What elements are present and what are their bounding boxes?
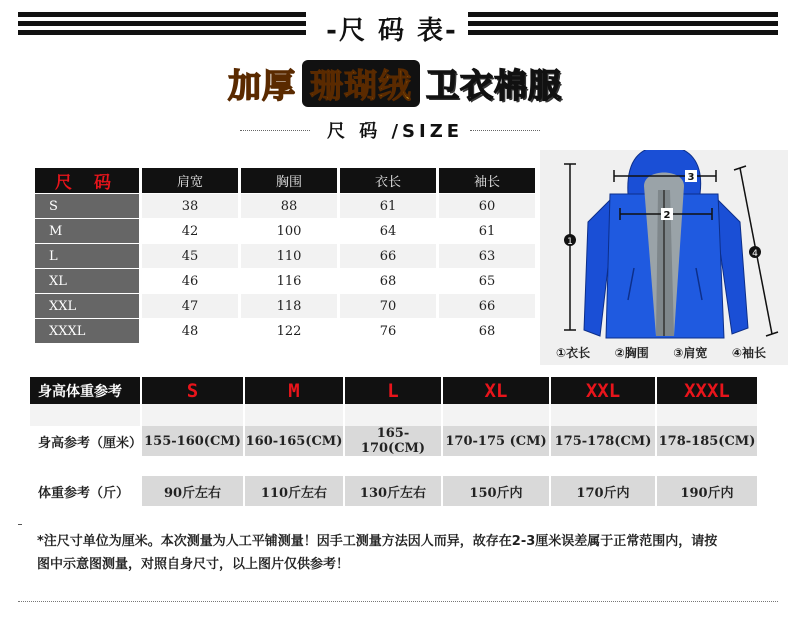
shoulder-col-header: 肩宽 (142, 168, 238, 193)
size-label: XXL (35, 294, 139, 318)
weight-value: 190斤内 (657, 476, 757, 506)
ref-header-label: 身高体重参考 (30, 377, 140, 404)
sleeve-value: 61 (439, 219, 535, 243)
diagram-legend (556, 344, 766, 361)
chest-value: 122 (241, 319, 337, 343)
header-stripes-right (468, 12, 778, 40)
table-row (35, 294, 535, 318)
height-label: 身高参考（厘米） (30, 426, 140, 456)
length-value: 76 (340, 319, 436, 343)
size-label: XL (35, 269, 139, 293)
height-row (30, 426, 757, 456)
product-title-part3: 卫衣棉服 (426, 66, 562, 105)
ref-size-s: S (142, 377, 243, 404)
marker-4-label: 4 (752, 249, 758, 259)
ref-size-m: M (245, 377, 343, 404)
ref-size-xl: XL (443, 377, 549, 404)
chest-value: 100 (241, 219, 337, 243)
weight-value: 110斤左右 (245, 476, 343, 506)
table-row (35, 194, 535, 218)
height-value: 160-165(CM) (245, 426, 343, 456)
height-value: 165-170(CM) (345, 426, 441, 456)
ref-spacer-row (30, 404, 757, 426)
length-col-header: 衣长 (340, 168, 436, 193)
height-value: 175-178(CM) (551, 426, 655, 456)
sleeve-value: 68 (439, 319, 535, 343)
size-col-header: 尺 码 (35, 168, 139, 193)
sleeve-value: 66 (439, 294, 535, 318)
table-row (35, 319, 535, 343)
chest-value: 88 (241, 194, 337, 218)
length-value: 61 (340, 194, 436, 218)
length-value: 70 (340, 294, 436, 318)
shoulder-value: 46 (142, 269, 238, 293)
legend-sleeve: ④袖长 (731, 346, 766, 360)
legend-length: ①衣长 (556, 346, 591, 360)
ref-size-xxxl: XXXL (657, 377, 757, 404)
bottom-dotted-divider (18, 601, 778, 602)
chest-value: 118 (241, 294, 337, 318)
measurement-note (37, 530, 777, 576)
header-stripes-left (18, 12, 306, 40)
chest-col-header: 胸围 (241, 168, 337, 193)
table-row (35, 244, 535, 268)
product-title-part2: 珊瑚绒 (302, 60, 420, 107)
ref-gap-row (30, 456, 757, 476)
sleeve-col-header: 袖长 (439, 168, 535, 193)
shoulder-value: 48 (142, 319, 238, 343)
table-row (35, 269, 535, 293)
weight-label: 体重参考（斤） (30, 476, 140, 506)
ref-size-xxl: XXL (551, 377, 655, 404)
page-title: -尺 码 表- (326, 16, 458, 46)
divider-tick (18, 524, 22, 525)
legend-shoulder: ③肩宽 (673, 346, 708, 360)
shoulder-value: 42 (142, 219, 238, 243)
table-row (35, 219, 535, 243)
size-label: L (35, 244, 139, 268)
weight-row (30, 476, 757, 506)
product-title-part1: 加厚 (228, 66, 296, 105)
weight-value: 150斤内 (443, 476, 549, 506)
shoulder-value: 47 (142, 294, 238, 318)
marker-2-label: 2 (663, 210, 671, 221)
jacket-diagram (540, 150, 788, 365)
size-table-header (35, 168, 535, 193)
sleeve-value: 60 (439, 194, 535, 218)
chest-value: 116 (241, 269, 337, 293)
weight-value: 170斤内 (551, 476, 655, 506)
size-label: S (35, 194, 139, 218)
height-value: 178-185(CM) (657, 426, 757, 456)
product-title (0, 60, 790, 107)
shoulder-value: 45 (142, 244, 238, 268)
weight-value: 130斤左右 (345, 476, 441, 506)
height-value: 155-160(CM) (142, 426, 243, 456)
size-heading: 尺 码 /SIZE (326, 121, 464, 142)
note-line-2: 图中示意图测量，对照自身尺寸，以上图片仅供参考！ (37, 557, 350, 572)
size-label: XXXL (35, 319, 139, 343)
sleeve-value: 63 (439, 244, 535, 268)
marker-3-label: 3 (687, 172, 695, 183)
sleeve-value: 65 (439, 269, 535, 293)
shoulder-value: 38 (142, 194, 238, 218)
size-label: M (35, 219, 139, 243)
ref-size-l: L (345, 377, 441, 404)
height-value: 170-175 (CM) (443, 426, 549, 456)
legend-chest: ②胸围 (614, 346, 649, 360)
note-line-1: *注尺寸单位为厘米。本次测量为人工平铺测量！因手工测量方法因人而异，故存在2-3厘米误差属于正常范围内，请按 (37, 534, 718, 549)
weight-value: 90斤左右 (142, 476, 243, 506)
length-value: 64 (340, 219, 436, 243)
length-value: 68 (340, 269, 436, 293)
length-value: 66 (340, 244, 436, 268)
height-weight-table (28, 377, 759, 506)
chest-value: 110 (241, 244, 337, 268)
size-table (32, 167, 538, 344)
ref-table-header (30, 377, 757, 404)
marker-1-label: 1 (567, 237, 573, 247)
